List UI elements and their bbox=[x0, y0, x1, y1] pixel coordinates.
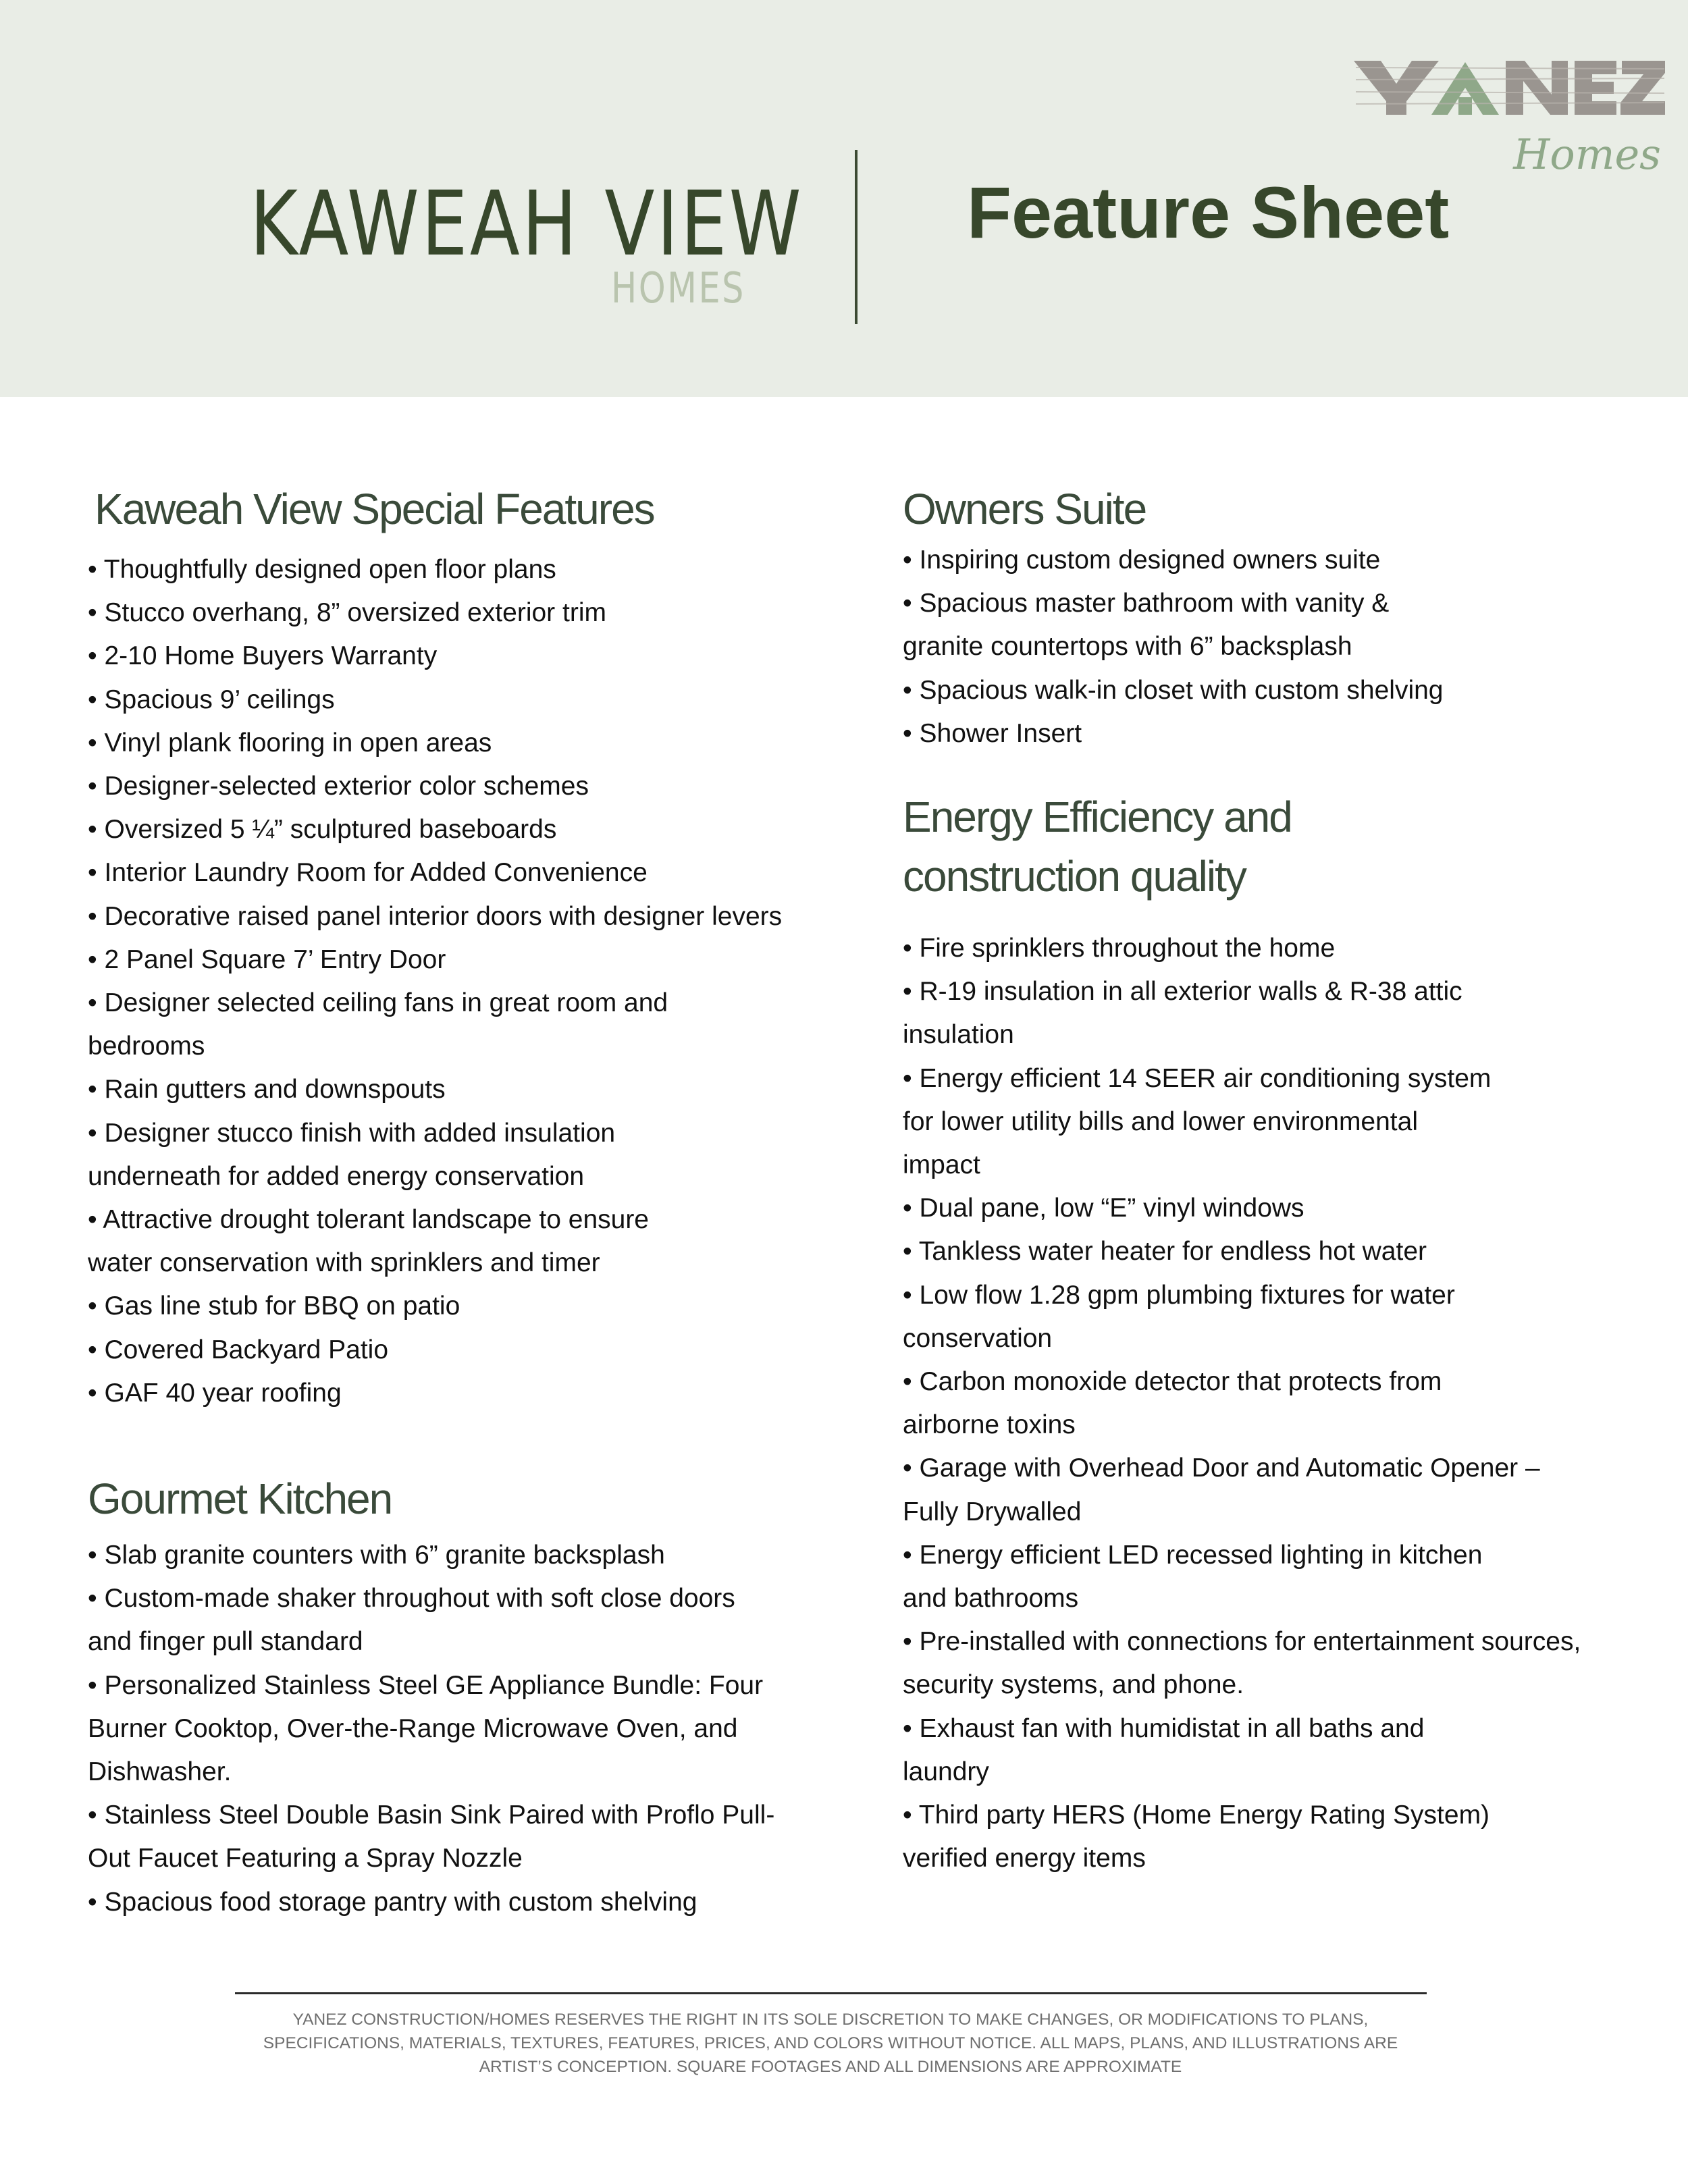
list-item: Burner Cooktop, Over-the-Range Microwave Oven, and bbox=[88, 1713, 738, 1743]
brand-title: KAWEAH VIEW bbox=[250, 172, 803, 276]
list-item: • Gas line stub for BBQ on patio bbox=[88, 1291, 460, 1321]
list-item: • Designer selected ceiling fans in great room and bbox=[88, 988, 668, 1018]
list-item: insulation bbox=[903, 1020, 1014, 1050]
list-item: verified energy items bbox=[903, 1844, 1146, 1873]
list-item: laundry bbox=[903, 1757, 989, 1786]
header-banner bbox=[0, 0, 1688, 397]
list-item: • Low flow 1.28 gpm plumbing fixtures for water bbox=[903, 1280, 1455, 1310]
brand-logo bbox=[250, 172, 803, 319]
owners-suite-list bbox=[903, 539, 1497, 755]
list-item: water conservation with sprinklers and timer bbox=[88, 1248, 600, 1278]
page-title: Feature Sheet bbox=[967, 171, 1450, 253]
list-item: granite countertops with 6” backsplash bbox=[903, 632, 1352, 662]
list-item: Fully Drywalled bbox=[903, 1497, 1082, 1526]
list-item: • Spacious food storage pantry with custom shelving bbox=[88, 1887, 697, 1917]
yanez-homes-logo bbox=[1350, 53, 1668, 181]
list-item: • Vinyl plank flooring in open areas bbox=[88, 728, 492, 757]
footer-disclaimer bbox=[243, 2008, 1418, 2079]
list-item: • GAF 40 year roofing bbox=[88, 1378, 342, 1408]
brand-subtitle: HOMES bbox=[611, 263, 745, 313]
list-item: Out Faucet Featuring a Spray Nozzle bbox=[88, 1844, 523, 1873]
list-item: • Energy efficient LED recessed lighting in kitchen bbox=[903, 1540, 1483, 1570]
list-item: • Garage with Overhead Door and Automatic Opener – bbox=[903, 1454, 1540, 1483]
list-item: • Personalized Stainless Steel GE Appliance Bundle: Four bbox=[88, 1670, 764, 1700]
section-title-line: construction quality bbox=[903, 852, 1246, 901]
list-item: • Covered Backyard Patio bbox=[88, 1335, 389, 1364]
logo-script-text: Homes bbox=[1513, 130, 1661, 179]
list-item: • Stucco overhang, 8” oversized exterior trim bbox=[88, 598, 606, 628]
footer-line: ARTIST’S CONCEPTION. SQUARE FOOTAGES AND ALL DIMENSIONS ARE APPROXIMATE bbox=[479, 2058, 1182, 2076]
list-item: • 2 Panel Square 7’ Entry Door bbox=[88, 944, 446, 974]
list-item: and bathrooms bbox=[903, 1584, 1079, 1614]
list-item: conservation bbox=[903, 1323, 1053, 1353]
list-item: airborne toxins bbox=[903, 1410, 1076, 1440]
list-item: • Designer stucco finish with added insulation bbox=[88, 1118, 616, 1148]
list-item: Dishwasher. bbox=[88, 1757, 232, 1787]
logo-letter-y bbox=[1354, 61, 1439, 115]
section-title-line: Energy Efficiency and bbox=[903, 793, 1292, 841]
list-item: • Spacious master bathroom with vanity & bbox=[903, 589, 1390, 618]
list-item: • Spacious walk-in closet with custom shelving bbox=[903, 675, 1444, 705]
list-item: • Decorative raised panel interior doors with designer levers bbox=[88, 901, 783, 931]
list-item: • R-19 insulation in all exterior walls & R-38 attic bbox=[903, 977, 1462, 1007]
section-title-gourmet-kitchen: Gourmet Kitchen bbox=[88, 1474, 392, 1523]
section-title-owners-suite: Owners Suite bbox=[903, 485, 1146, 533]
list-item: • Spacious 9’ ceilings bbox=[88, 685, 335, 714]
list-item: • Energy efficient 14 SEER air conditioning system bbox=[903, 1063, 1492, 1093]
list-item: for lower utility bills and lower environmental bbox=[903, 1107, 1418, 1136]
list-item: • Interior Laundry Room for Added Convenience bbox=[88, 858, 648, 888]
section-title-special-features: Kaweah View Special Features bbox=[95, 485, 654, 533]
list-item: • Stainless Steel Double Basin Sink Paired with Proflo Pull- bbox=[88, 1801, 775, 1830]
list-item: • Inspiring custom designed owners suite bbox=[903, 545, 1381, 575]
list-item: • 2-10 Home Buyers Warranty bbox=[88, 641, 438, 671]
footer-line: YANEZ CONSTRUCTION/HOMES RESERVES THE RIGHT IN ITS SOLE DISCRETION TO MAKE CHANGES, OR MODIFICATIONS TO PLANS, bbox=[292, 2010, 1369, 2029]
list-item: bedrooms bbox=[88, 1032, 205, 1061]
list-item: • Designer-selected exterior color schemes bbox=[88, 772, 589, 801]
logo-house-door bbox=[1458, 97, 1472, 115]
list-item: • Fire sprinklers throughout the home bbox=[903, 934, 1336, 963]
list-item: and finger pull standard bbox=[88, 1627, 363, 1657]
list-item: • Custom-made shaker throughout with soft close doors bbox=[88, 1584, 735, 1614]
list-item: • Thoughtfully designed open floor plans bbox=[88, 555, 556, 584]
list-item: • Rain gutters and downspouts bbox=[88, 1075, 446, 1104]
special-features-list bbox=[88, 548, 830, 1415]
list-item: • Oversized 5 ¼” sculptured baseboards bbox=[88, 815, 557, 845]
list-item: • Exhaust fan with humidistat in all baths and bbox=[903, 1713, 1425, 1743]
list-item: • Carbon monoxide detector that protects from bbox=[903, 1367, 1442, 1397]
list-item: • Pre-installed with connections for entertainment sources, bbox=[903, 1627, 1581, 1657]
footer-line: SPECIFICATIONS, MATERIALS, TEXTURES, FEATURES, PRICES, AND COLORS WITHOUT NOTICE. ALL MAPS, PLANS, AND ILLUSTRATIONS ARE bbox=[263, 2034, 1398, 2052]
list-item: • Attractive drought tolerant landscape to ensure bbox=[88, 1205, 649, 1235]
list-item: • Shower Insert bbox=[903, 718, 1082, 748]
section-title-energy-efficiency bbox=[903, 787, 1578, 906]
gourmet-kitchen-list bbox=[88, 1534, 783, 1924]
list-item: • Third party HERS (Home Energy Rating System) bbox=[903, 1801, 1490, 1830]
list-item: • Tankless water heater for endless hot water bbox=[903, 1237, 1427, 1267]
list-item: security systems, and phone. bbox=[903, 1670, 1244, 1700]
list-item: • Dual pane, low “E” vinyl windows bbox=[903, 1194, 1304, 1223]
list-item: impact bbox=[903, 1150, 980, 1180]
footer-divider bbox=[235, 1992, 1427, 1994]
list-item: • Slab granite counters with 6” granite backsplash bbox=[88, 1541, 665, 1570]
energy-efficiency-list bbox=[903, 927, 1585, 1880]
header-divider bbox=[855, 150, 858, 324]
list-item: underneath for added energy conservation bbox=[88, 1161, 585, 1191]
